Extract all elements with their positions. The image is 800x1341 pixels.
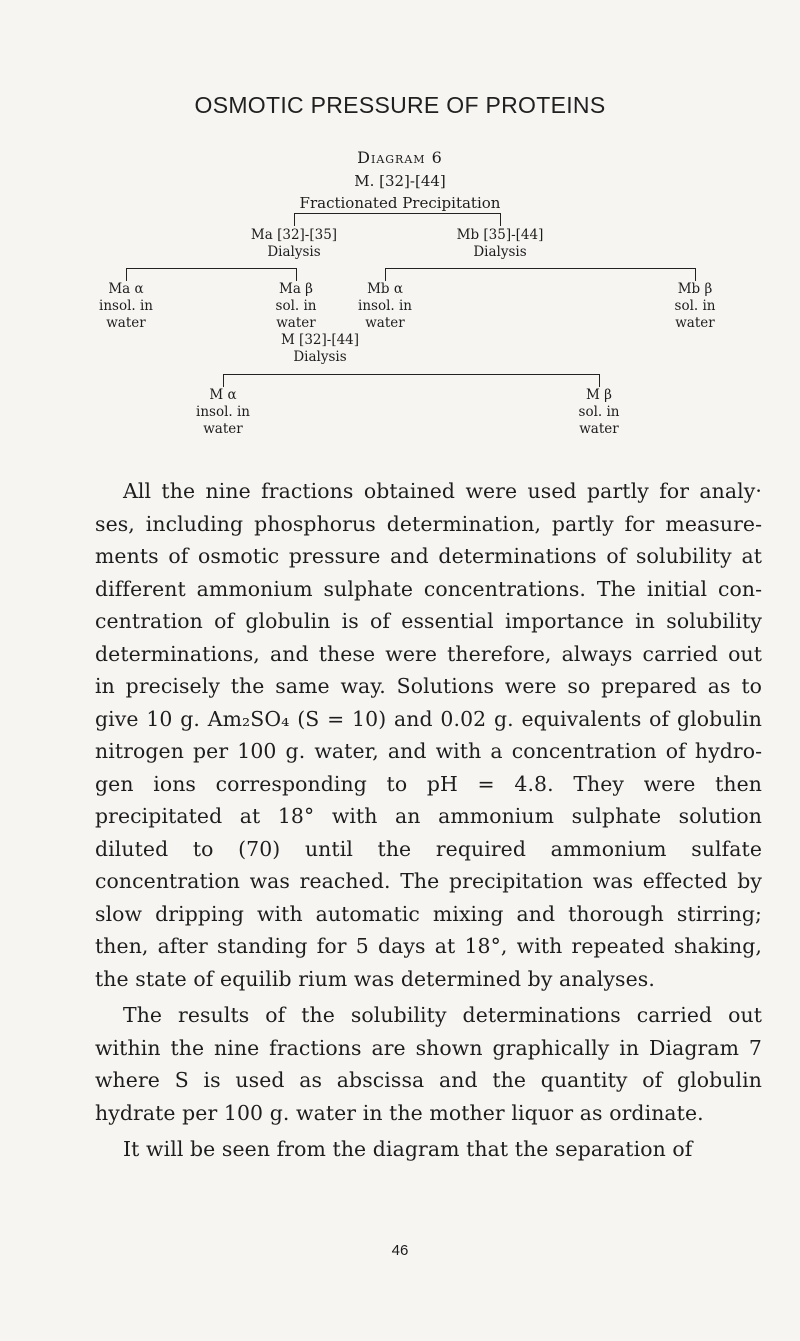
- fractionation-tree: [0, 0, 800, 400]
- node-label: Ma [32]-[35]: [250, 227, 338, 243]
- node-mb-beta: [645, 281, 745, 332]
- node-label: water: [579, 421, 619, 437]
- node-label: water: [675, 315, 715, 331]
- node-label: sol. in: [275, 298, 317, 314]
- tree-line: [385, 268, 386, 281]
- node-label: Mb α: [367, 281, 403, 297]
- node-label: Dialysis: [473, 244, 527, 260]
- paragraph: It will be seen from the diagram that the separation of: [123, 1137, 693, 1161]
- running-head: OSMOTIC PRESSURE OF PROTEINS: [194, 92, 606, 118]
- node-ma-alpha: [76, 281, 176, 332]
- node-label: Mb [35]-[44]: [456, 227, 544, 243]
- node-m-alpha: [173, 387, 273, 438]
- node-label: Dialysis: [267, 244, 321, 260]
- node-label: sol. in: [674, 298, 716, 314]
- node-label: Mb β: [677, 281, 713, 297]
- tree-line: [126, 268, 127, 281]
- tree-line: [223, 374, 224, 387]
- node-ma-beta: [246, 281, 346, 332]
- node-label: sol. in: [578, 404, 620, 420]
- node-label: insol. in: [196, 404, 250, 420]
- body-text: [95, 475, 762, 1166]
- page-number: 46: [391, 1242, 409, 1259]
- node-label: water: [365, 315, 405, 331]
- paragraph: All the nine fractions obtained were used partly for analy· ses, including phosphorus determination, partly for measure ments of osmotic pressure and determinations of solubility at different ammonium sulphate concentrations. The initial con centration of globulin is of essential importance in solubility determinations, and these were therefore, always carried out in precisely the same way. Solutions were so prepared as to give 10 g. Am₂SO₄ (S = 10) and 0.02 g. equivalents of globulin nitrogen per 100 g. water, and with a concentration of hydro gen ions corresponding to pH = 4.8. They were then precipitated at 18° with an ammonium sulphate solution diluted to (70) until the required ammonium sulfate concentration was reached. The precipitation was effected by slow dripping with automatic mixing and thorough stirring; then, after standing for 5 days at 18°, with repeated shaking, the state of equilib rium was determined by analyses.: [95, 479, 762, 991]
- node-label: insol. in: [99, 298, 153, 314]
- tree-line: [599, 374, 600, 387]
- node-label: M [32]-[44]: [280, 332, 360, 348]
- tree-line: [695, 268, 696, 281]
- tree-line: [500, 213, 501, 226]
- node-m-combined-dialysis: [240, 332, 400, 366]
- node-ma-dialysis: [204, 227, 384, 261]
- tree-line-l2-right: [385, 268, 695, 269]
- tree-line-l1: [294, 213, 500, 214]
- node-label: Ma α: [108, 281, 144, 297]
- diagram-title: Diagram 6: [357, 148, 443, 167]
- node-m-beta: [549, 387, 649, 438]
- node-label: insol. in: [358, 298, 412, 314]
- paragraph: The results of the solubility determinations carried out within the nine fractions are shown graphically in Diagram 7 where S is used as abscissa and the quantity of globulin hydrate per 100 g. water in the mother liquor as ordinate.: [95, 1003, 762, 1125]
- diagram-caption: Fractionated Precipitation: [299, 194, 501, 212]
- tree-line-l3: [223, 374, 599, 375]
- node-label: M β: [586, 387, 612, 403]
- tree-line: [294, 213, 295, 226]
- node-label: Ma β: [279, 281, 313, 297]
- node-label: Dialysis: [293, 349, 347, 365]
- diagram-subtitle: M. [32]-[44]: [354, 172, 446, 190]
- node-label: water: [106, 315, 146, 331]
- tree-line-l2-left: [126, 268, 296, 269]
- node-label: M α: [209, 387, 237, 403]
- tree-line: [296, 268, 297, 281]
- node-mb-dialysis: [410, 227, 590, 261]
- node-label: water: [276, 315, 316, 331]
- node-mb-alpha: [335, 281, 435, 332]
- node-label: water: [203, 421, 243, 437]
